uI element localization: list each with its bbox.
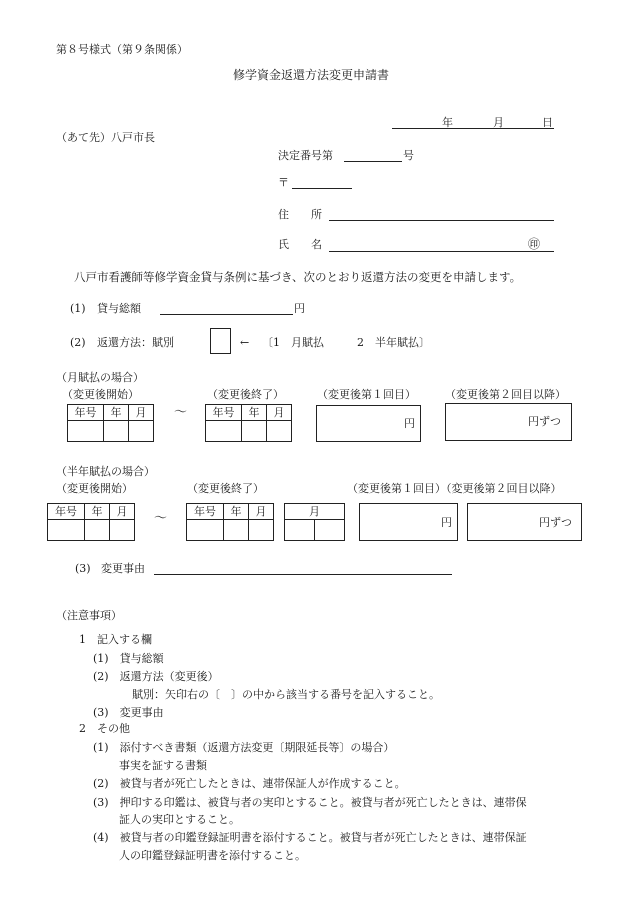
notes-s1-1: (1) 貸与総額 bbox=[93, 652, 164, 665]
notes-s2-1: (1) 添付すべき書類（返還方法変更〔期限延長等〕の場合） bbox=[93, 741, 395, 754]
date-underline bbox=[392, 128, 554, 129]
half-start-month-header: 月 bbox=[109, 503, 135, 520]
half-start-label: （変更後開始） bbox=[56, 482, 133, 495]
monthly-start-year-cell[interactable] bbox=[103, 420, 129, 442]
monthly-end-year-header: 年 bbox=[241, 404, 267, 421]
addressee: （あて先）八戸市長 bbox=[56, 131, 155, 144]
half-first-second-label: （変更後第１回目）（変更後第２回目以降） bbox=[347, 482, 562, 495]
decision-number-prefix: 決定番号第 bbox=[278, 149, 333, 162]
monthly-end-year-cell[interactable] bbox=[241, 420, 267, 442]
loan-total-field[interactable] bbox=[160, 314, 293, 315]
item2-label: 返還方法：賦別 bbox=[97, 336, 174, 349]
monthly-end-label: （変更後終了） bbox=[207, 388, 284, 401]
monthly-start-year-header: 年 bbox=[103, 404, 129, 421]
monthly-first-yen: 円 bbox=[404, 417, 415, 430]
notes-s1-3: (3) 変更事由 bbox=[93, 706, 164, 719]
half-start-month-cell[interactable] bbox=[109, 519, 135, 541]
date-month-label: 月 bbox=[493, 116, 504, 129]
monthly-end-era-cell[interactable] bbox=[205, 420, 242, 442]
date-day-label: 日 bbox=[542, 116, 553, 129]
item1-number: (1) bbox=[70, 302, 86, 315]
monthly-end-month-cell[interactable] bbox=[266, 420, 292, 442]
monthly-start-era-header: 年号 bbox=[67, 404, 104, 421]
half-end-month-header: 月 bbox=[248, 503, 274, 520]
monthly-end-month-header: 月 bbox=[266, 404, 292, 421]
decision-number-suffix: 号 bbox=[403, 149, 414, 162]
half-month-only-header: 月 bbox=[284, 503, 345, 520]
item3-number: (3) bbox=[75, 562, 91, 575]
half-tilde: ～ bbox=[154, 511, 168, 526]
half-start-era-header: 年号 bbox=[47, 503, 85, 520]
half-heading: （半年賦払の場合） bbox=[56, 465, 155, 478]
notes-s2: 2 その他 bbox=[79, 722, 130, 735]
half-end-year-header: 年 bbox=[223, 503, 249, 520]
notes-s2-2: (2) 被貸与者が死亡したときは、連帯保証人が作成すること。 bbox=[93, 777, 406, 790]
item1-unit: 円 bbox=[294, 302, 305, 315]
half-month-cell-2[interactable] bbox=[314, 519, 345, 541]
notes-heading: （注意事項） bbox=[56, 609, 122, 622]
address-label: 住 所 bbox=[278, 208, 322, 221]
half-end-era-cell[interactable] bbox=[186, 519, 224, 541]
half-end-year-cell[interactable] bbox=[223, 519, 249, 541]
half-second-yen-each: 円ずつ bbox=[539, 516, 572, 529]
monthly-start-era-cell[interactable] bbox=[67, 420, 104, 442]
payment-type-box[interactable] bbox=[210, 328, 231, 354]
postal-code-field[interactable] bbox=[292, 188, 352, 189]
monthly-first-label: （変更後第１回目） bbox=[317, 388, 416, 401]
postal-mark: 〒 bbox=[278, 176, 289, 189]
monthly-start-month-header: 月 bbox=[128, 404, 154, 421]
monthly-second-label: （変更後第２回目以降） bbox=[445, 388, 566, 401]
change-reason-field[interactable] bbox=[154, 574, 452, 575]
form-number: 第８号様式（第９条関係） bbox=[56, 43, 188, 56]
half-end-month-cell[interactable] bbox=[248, 519, 274, 541]
name-label: 氏 名 bbox=[278, 238, 322, 251]
intro-text: 八戸市看護師等修学資金貸与条例に基づき、次のとおり返還方法の変更を申請します。 bbox=[74, 270, 522, 284]
notes-s2-4b: 人の印鑑登録証明書を添付すること。 bbox=[119, 849, 306, 862]
half-first-yen: 円 bbox=[441, 516, 452, 529]
item1-label: 貸与総額 bbox=[97, 302, 141, 315]
half-end-era-header: 年号 bbox=[186, 503, 224, 520]
address-field[interactable] bbox=[329, 220, 554, 221]
half-start-era-cell[interactable] bbox=[47, 519, 85, 541]
notes-s2-4a: (4) 被貸与者の印鑑登録証明書を添付すること。被貸与者が死亡したときは、連帯保証 bbox=[93, 831, 527, 844]
monthly-end-era-header: 年号 bbox=[205, 404, 242, 421]
item3-label: 変更事由 bbox=[101, 562, 145, 575]
monthly-second-yen-each: 円ずつ bbox=[528, 415, 561, 428]
monthly-start-month-cell[interactable] bbox=[128, 420, 154, 442]
monthly-tilde: ～ bbox=[174, 405, 188, 420]
monthly-start-label: （変更後開始） bbox=[62, 388, 139, 401]
notes-s1-2-sub: 賦別：矢印右の〔 〕の中から該当する番号を記入すること。 bbox=[132, 688, 440, 701]
arrow-left-icon: ← bbox=[240, 336, 250, 349]
date-year-label: 年 bbox=[442, 116, 453, 129]
half-start-year-header: 年 bbox=[84, 503, 110, 520]
notes-s1-2: (2) 返還方法（変更後） bbox=[93, 670, 219, 683]
notes-s1: 1 記入する欄 bbox=[79, 633, 152, 646]
name-field[interactable] bbox=[329, 251, 554, 252]
notes-s2-1-sub: 事実を証する書類 bbox=[119, 759, 207, 772]
payment-type-options: 〔1 月賦払 2 半年賦払〕 bbox=[262, 336, 430, 349]
monthly-heading: （月賦払の場合） bbox=[56, 371, 144, 384]
item2-number: (2) bbox=[70, 336, 86, 349]
seal-mark: ㊞ bbox=[528, 237, 541, 251]
page-title: 修学資金返還方法変更申請書 bbox=[233, 68, 390, 82]
notes-s2-3a: (3) 押印する印鑑は、被貸与者の実印とすること。被貸与者が死亡したときは、連帯保 bbox=[93, 796, 527, 809]
decision-number-field[interactable] bbox=[344, 161, 402, 162]
half-end-label: （変更後終了） bbox=[187, 482, 264, 495]
half-start-year-cell[interactable] bbox=[84, 519, 110, 541]
notes-s2-3b: 証人の実印とすること。 bbox=[119, 813, 240, 826]
half-month-cell-1[interactable] bbox=[284, 519, 315, 541]
